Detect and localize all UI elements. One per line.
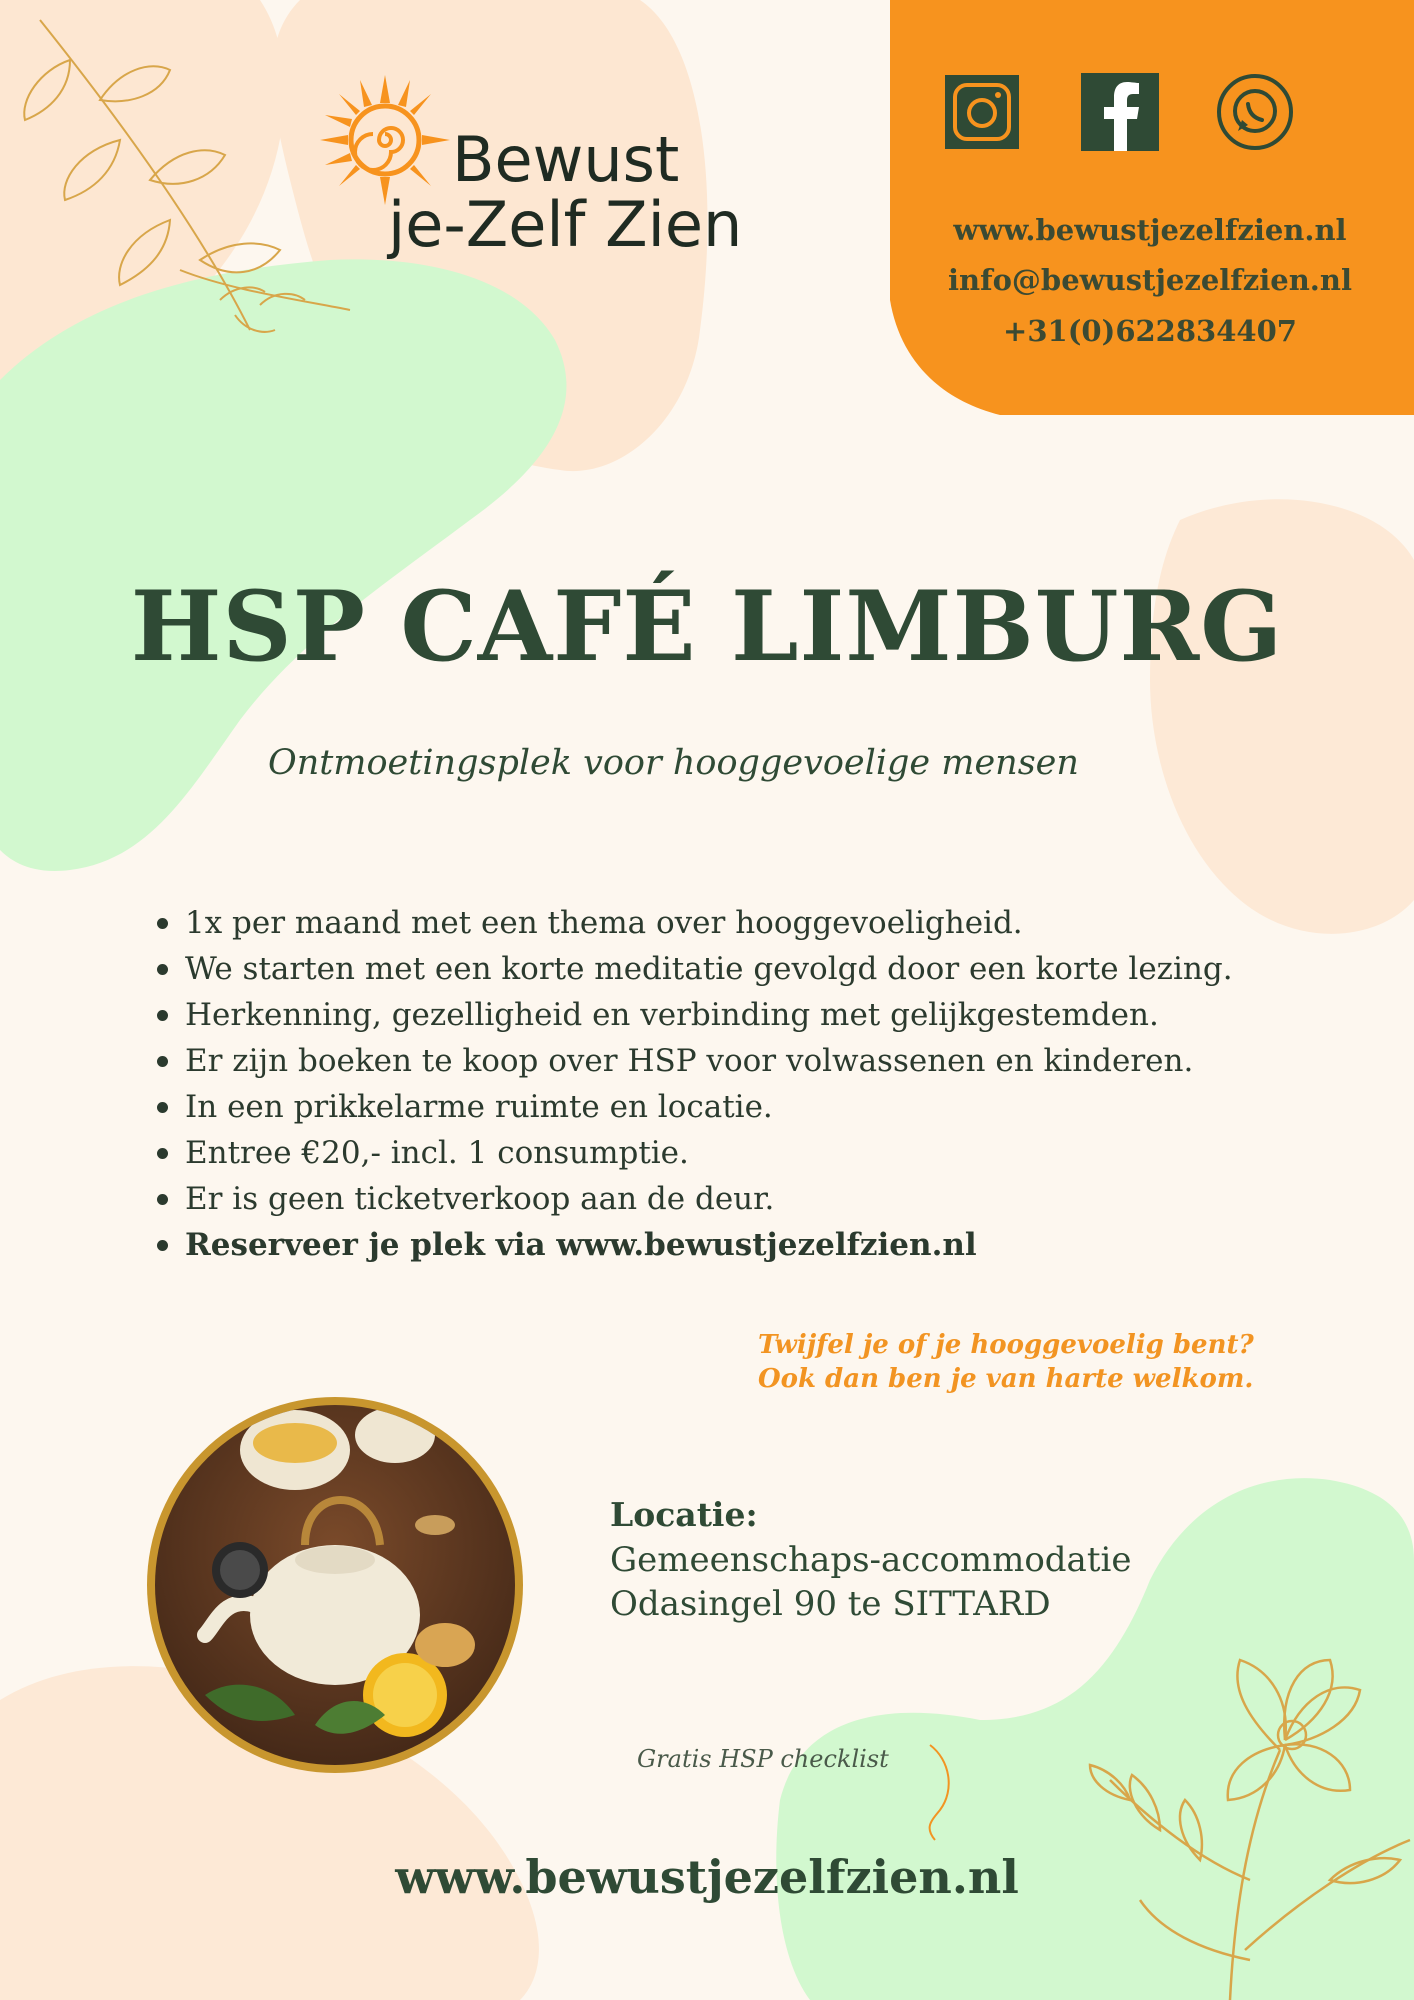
contact-email[interactable]: info@bewustjezelfzien.nl	[948, 263, 1352, 297]
list-item: 1x per maand met een thema over hooggevoeligheid.	[155, 900, 1233, 946]
reserve-list-item[interactable]: Reserveer je plek via www.bewustjezelfzien.nl	[155, 1222, 1233, 1268]
list-item: In een prikkelarme ruimte en locatie.	[155, 1084, 1233, 1130]
location-block	[610, 1495, 1132, 1626]
whatsapp-icon[interactable]	[1216, 73, 1294, 151]
brand-line1: Bewust	[452, 123, 680, 196]
peach-blob-right	[1150, 499, 1414, 934]
location-line2: Odasingel 90 te SITTARD	[610, 1584, 1051, 1624]
contact-phone[interactable]: +31(0)622834407	[1003, 314, 1297, 348]
instagram-icon[interactable]	[943, 73, 1021, 151]
tea-photo	[145, 1395, 525, 1775]
list-item: Entree €20,- incl. 1 consumptie.	[155, 1130, 1233, 1176]
footer-url[interactable]: www.bewustjezelfzien.nl	[395, 1850, 1019, 1904]
brand-line2: je-Zelf Zien	[388, 188, 743, 262]
subtitle: Ontmoetingsplek voor hooggevoelige mensen	[268, 743, 1079, 783]
contact-website[interactable]: www.bewustjezelfzien.nl	[953, 213, 1347, 247]
checklist-label[interactable]: Gratis HSP checklist	[637, 1745, 889, 1773]
doubt-note	[758, 1328, 1254, 1396]
doubt-line2: Ook dan ben je van harte welkom.	[758, 1364, 1254, 1394]
feature-list	[155, 900, 1233, 1268]
logo	[320, 75, 780, 295]
location-line1: Gemeenschaps-accommodatie	[610, 1540, 1132, 1580]
list-item: Er zijn boeken te koop over HSP voor volwassenen en kinderen.	[155, 1038, 1233, 1084]
page-title: HSP CAFÉ LIMBURG	[130, 570, 1284, 683]
list-item: Er is geen ticketverkoop aan de deur.	[155, 1176, 1233, 1222]
doubt-line1: Twijfel je of je hooggevoelig bent?	[758, 1330, 1254, 1360]
brand-name	[388, 123, 743, 262]
contact-panel	[890, 0, 1414, 415]
sun-logo-icon	[320, 75, 450, 205]
list-item: Herkenning, gezelligheid en verbinding met gelijkgestemden.	[155, 992, 1233, 1038]
facebook-icon[interactable]	[1081, 73, 1159, 151]
list-item: We starten met een korte meditatie gevolgd door een korte lezing.	[155, 946, 1233, 992]
location-heading: Locatie:	[610, 1495, 758, 1534]
